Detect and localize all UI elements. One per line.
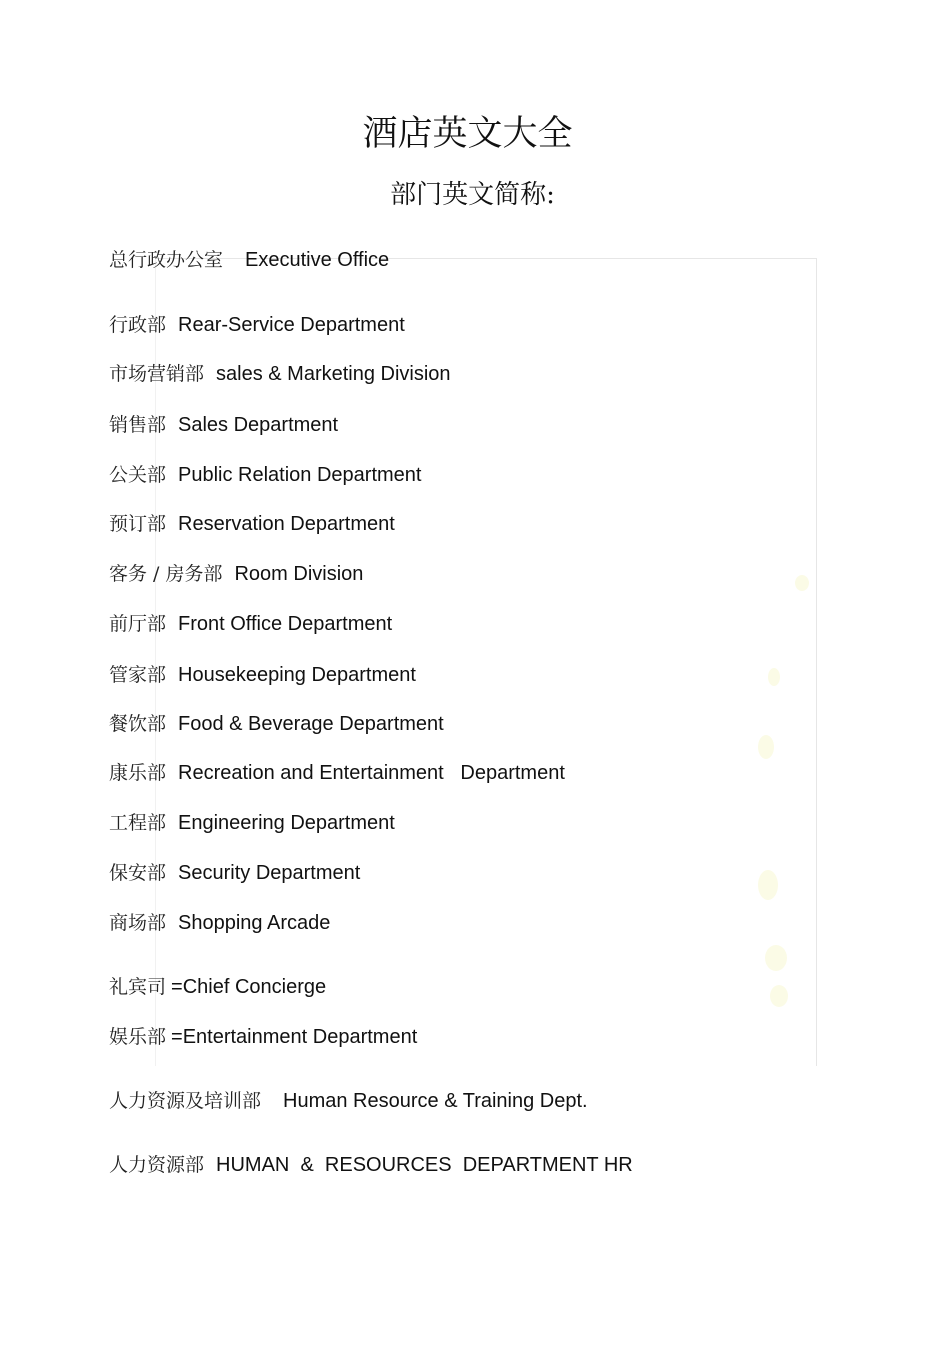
department-entry	[109, 973, 326, 1007]
department-entry	[109, 809, 395, 843]
department-cn-name: 工程部	[109, 812, 167, 834]
department-en-name: =Chief Concierge	[171, 976, 327, 998]
department-entry	[109, 1151, 633, 1185]
department-cn-name: 总行政办公室	[109, 249, 224, 271]
department-entry	[109, 661, 416, 695]
department-entry	[109, 759, 565, 793]
department-entry	[109, 510, 395, 544]
department-cn-name: 行政部	[109, 314, 167, 336]
department-cn-name: 预订部	[109, 513, 167, 535]
department-en-name: Security Department	[178, 862, 361, 884]
department-cn-name: 销售部	[109, 414, 167, 436]
department-cn-name: 管家部	[109, 664, 167, 686]
department-en-name: Shopping Arcade	[178, 912, 331, 934]
department-en-name: Recreation and Entertainment Department	[178, 762, 565, 784]
department-en-name: Human Resource & Training Dept.	[283, 1090, 588, 1112]
department-cn-name: 娱乐部	[109, 1026, 167, 1048]
department-entry	[109, 710, 444, 744]
background-speck	[795, 575, 809, 591]
department-entry	[109, 560, 363, 594]
department-en-name: Front Office Department	[178, 613, 393, 635]
background-speck	[770, 985, 788, 1007]
department-entry	[109, 859, 360, 893]
department-entry	[109, 246, 389, 280]
department-cn-name: 前厅部	[109, 613, 167, 635]
section-subtitle: 部门英文简称:	[390, 180, 555, 210]
department-en-name: Reservation Department	[178, 513, 395, 535]
department-cn-name: 保安部	[109, 862, 167, 884]
background-speck	[758, 735, 774, 759]
department-entry	[109, 909, 330, 943]
background-speck	[768, 668, 780, 686]
department-entry	[109, 311, 405, 345]
department-en-name: Rear-Service Department	[178, 314, 405, 336]
department-en-name: Executive Office	[245, 249, 390, 271]
background-speck	[758, 870, 778, 900]
department-cn-name: 餐饮部	[109, 713, 167, 735]
department-entry	[109, 461, 421, 495]
department-cn-name: 康乐部	[109, 762, 167, 784]
department-en-name: =Entertainment Department	[171, 1026, 418, 1048]
department-en-name: Engineering Department	[178, 812, 395, 834]
department-cn-name: 客务 / 房务部	[109, 563, 223, 585]
department-en-name: Room Division	[234, 563, 364, 585]
department-en-name: Sales Department	[178, 414, 339, 436]
frame-right-border	[816, 258, 817, 1066]
department-en-name: Public Relation Department	[178, 464, 422, 486]
department-cn-name: 市场营销部	[109, 363, 205, 385]
department-cn-name: 公关部	[109, 464, 167, 486]
department-entry	[109, 1087, 588, 1121]
department-cn-name: 人力资源部	[109, 1154, 205, 1176]
department-entry	[109, 610, 392, 644]
department-en-name: Food & Beverage Department	[178, 713, 444, 735]
department-cn-name: 礼宾司	[109, 976, 167, 998]
department-cn-name: 人力资源及培训部	[109, 1090, 262, 1112]
department-entry	[109, 1023, 417, 1057]
department-entry	[109, 411, 338, 445]
department-entry	[109, 360, 451, 394]
department-en-name: Housekeeping Department	[178, 664, 416, 686]
department-en-name: sales & Marketing Division	[216, 363, 451, 385]
department-cn-name: 商场部	[109, 912, 167, 934]
background-speck	[765, 945, 787, 971]
document-title: 酒店英文大全	[362, 114, 573, 154]
department-en-name: HUMAN & RESOURCES DEPARTMENT HR	[216, 1154, 633, 1176]
